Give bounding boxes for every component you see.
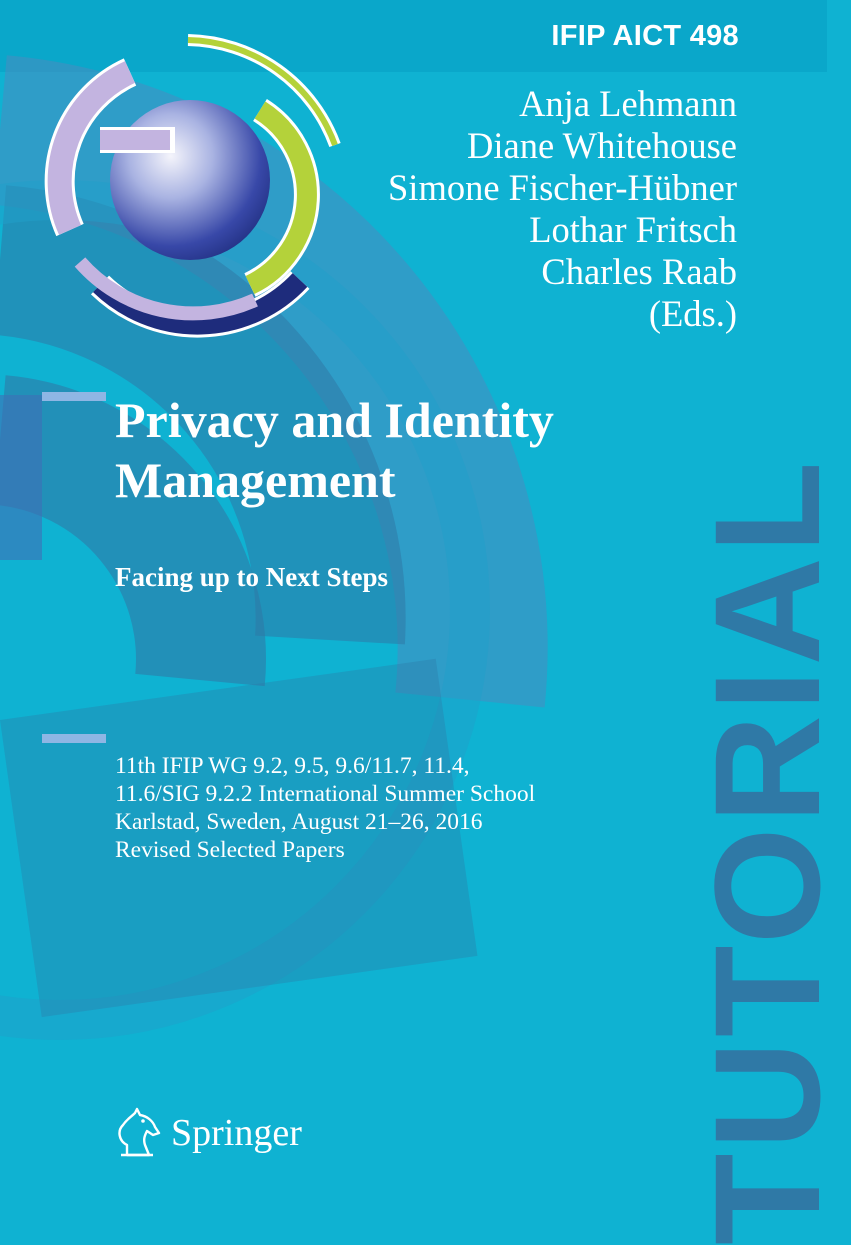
publisher-name: Springer (171, 1112, 302, 1154)
publisher-logo (113, 1107, 302, 1159)
background-bar (0, 395, 42, 560)
details-line: 11th IFIP WG 9.2, 9.5, 9.6/11.7, 11.4, (115, 753, 470, 779)
book-subtitle: Facing up to Next Steps (115, 562, 389, 592)
title-line: Privacy and Identity (115, 392, 554, 448)
decorative-tick (42, 392, 106, 401)
details-line: 11.6/SIG 9.2.2 International Summer School (115, 781, 536, 807)
editor-name: Charles Raab (541, 251, 737, 292)
editor-name: Anja Lehmann (519, 83, 737, 124)
series-label: IFIP AICT 498 (551, 20, 739, 52)
editor-name: Lothar Fritsch (529, 209, 737, 250)
springer-horse-icon (113, 1107, 163, 1159)
decorative-tick (42, 734, 106, 743)
editor-name: Diane Whitehouse (467, 125, 737, 166)
details-line: Revised Selected Papers (115, 837, 345, 863)
details-line: Karlstad, Sweden, August 21–26, 2016 (115, 809, 483, 835)
book-title (115, 390, 554, 510)
vertical-series-label: TUTORIAL (683, 457, 851, 1245)
editors-list (388, 83, 737, 335)
event-details (115, 752, 535, 864)
editors-suffix: (Eds.) (648, 293, 737, 334)
title-line: Management (115, 452, 396, 508)
editor-name: Simone Fischer-Hübner (388, 167, 737, 208)
